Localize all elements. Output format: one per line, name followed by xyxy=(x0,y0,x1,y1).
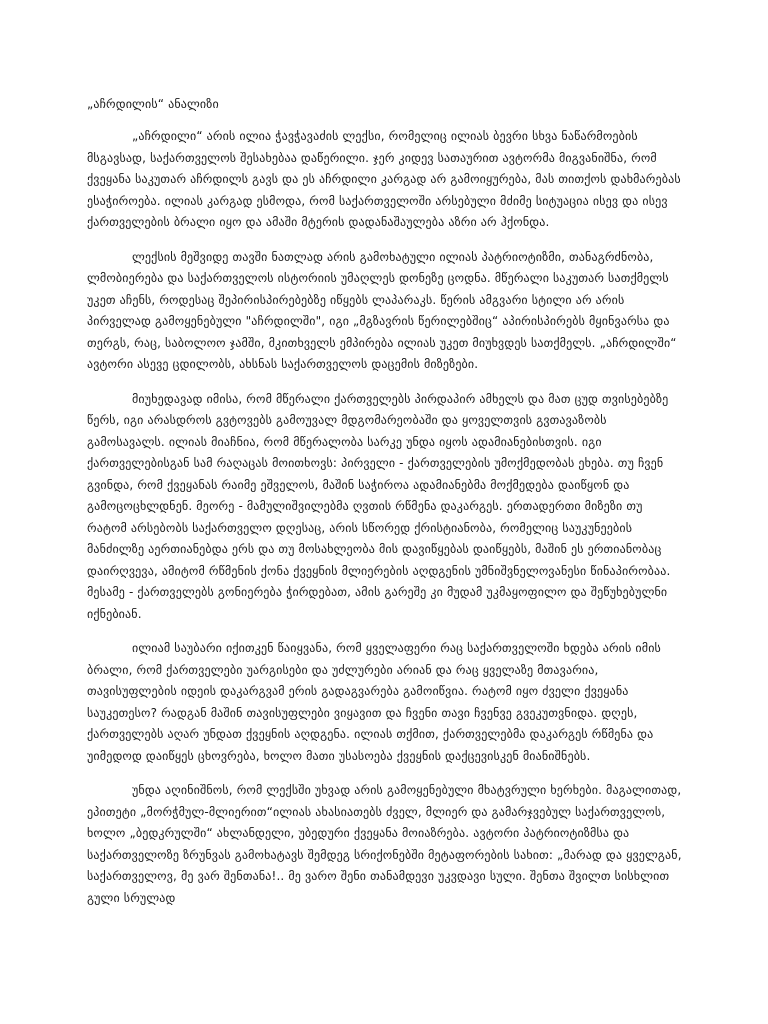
paragraph-4: ილიამ საუბარი იქითკენ წაიყვანა, რომ ყველაფერი რაც საქართველოში ხდება არის იმის ბრალი, რომ ქართველები უარგისები და უძლურები არიან და რაც ყველაზე მთავარია, თავისუფლების იდეის დაკარგვამ ერის გადაგვარება გამოიწვია. რატომ იყო ძველი ქვეყანა საუკეთესო? რადგან მაშინ თავისუფლები ვიყავით და ჩვენი თავი ჩვენვე გვეკუთვნიდა. დღეს, ქართველებს აღარ უნდათ ქვეყნის აღდგენა. ილიას თქმით, ქართველებმა დაკარგეს რწმენა და უიმედოდ დაიწყეს ცხოვრება, ხოლო მათი უსასოება ქვეყნის დაქცევისკენ მიანიშნებს. xyxy=(87,641,661,763)
paragraph-1: „აჩრდილი“ არის ილია ჭავჭავაძის ლექსი, რომელიც ილიას ბევრი სხვა ნაწარმოების მსგავსად, საქართველოს შესახებაა დაწერილი. ჯერ კიდევ სათაურით ავტორმა მიგვანიშნა, რომ ქვეყანა საკუთარ აჩრდილს გავს და ეს აჩრდილი კარგად არ გამოიყურება, მას თითქოს დახმარებას ესაჭიროება. ილიას კარგად ესმოდა, რომ საქართველოში არსებული მძიმე სიტუაცია ისევ და ისევ ქართველების ბრალი იყო და ამაში მტერის დადანაშაულება აზრი არ ჰქონდა. xyxy=(87,129,681,229)
document-body xyxy=(87,126,683,909)
paragraph-2: ლექსის მეშვიდე თავში ნათლად არის გამოხატული ილიას პატრიოტიზმი, თანაგრძნობა, ლმობიერება და საქართველოს ისტორიის უმაღლეს დონეზე ცოდნა. მწერალი საკუთარ სათქმელს უკეთ აჩენს, როდესაც შეპირისპირებებზე იწყებს ლაპარაკს. წერის ამგვარი სტილი არ არის პირველად გამოყენებული "აჩრდილში", იგი „მგზავრის წერილებშიც“ აპირისპირებს მყინვარსა და თერგს, რაც, საბოლოო ჯამში, მკითხველს ემპირება ილიას უკეთ მიუხვდეს სათქმელს. „აჩრდილში“ ავტორი ასევე ცდილობს, ახსნას საქართველოს დაცემის მიზეზები. xyxy=(87,249,677,371)
paragraph-5: უნდა აღინიშნოს, რომ ლექსში უხვად არის გამოყენებული მხატვრული ხერხები. მაგალითად, ეპითეტი „მორჭმულ-მლიერით“ილიას ახასიათებს ძველ, მლიერ და გამარჯვებულ საქართველოს, ხოლო „ბედკრულში“ ახლანდელი, უბედური ქვეყანა მოიაზრება. ავტორი პატრიოტიზმსა და საქართველოზე ზრუნვას გამოხატავს შემდეგ სრიქონებში მეტაფორების სახით: „მარად და ყველგან, საქართველოვ, მე ვარ შენთანა!.. მე ვარო შენი თანამდევი უკვდავი სული. შენთა შვილთ სისხლით გული სრულად xyxy=(87,783,682,905)
document-title: „აჩრდილის“ ანალიზი xyxy=(87,97,219,111)
paragraph-3: მიუხედავად იმისა, რომ მწერალი ქართველებს პირდაპირ ამხელს და მათ ცუდ თვისებებზე წერს, იგი არასდროს გვტოვებს გამოუვალ მდგომარეობაში და ყოველთვის გვთავაზობს გამოსავალს. ილიას მიაჩნია, რომ მწერალობა სარკე უნდა იყოს ადამიანებისთვის. იგი ქართველებისგან სამ რაღაცას მოითხოვს: პირველი - ქართველების უმოქმედობას ეხება. თუ ჩვენ გვინდა, რომ ქვეყანას რაიმე ეშველოს, მაშინ საჭიროა ადამიანებმა მოქმედება დაიწყონ და გამოცოცხლდნენ. მეორე - მამულიშვილებმა ღვთის რწმენა დაკარგეს. ერთადერთი მიზეზი თუ რატომ არსებობს საქართველო დღესაც, არის სწორედ ქრისტიანობა, რომელიც საუკუნეების მანძილზე აერთიანებდა ერს და თუ მოსახლეობა მის დავიწყებას დაიწყებს, მაშინ ეს ერთიანობაც დაირღვევა, ამიტომ რწმენის ქონა ქვეყნის მლიერების აღდგენის უმნიშვნელოვანესი წინაპირობაა. მესამე - ქართველებს გონიერება ჭირდებათ, ამის გარეშე კი მუდამ უკმაყოფილო და შეწუხებულნი იქნებიან. xyxy=(87,391,671,621)
